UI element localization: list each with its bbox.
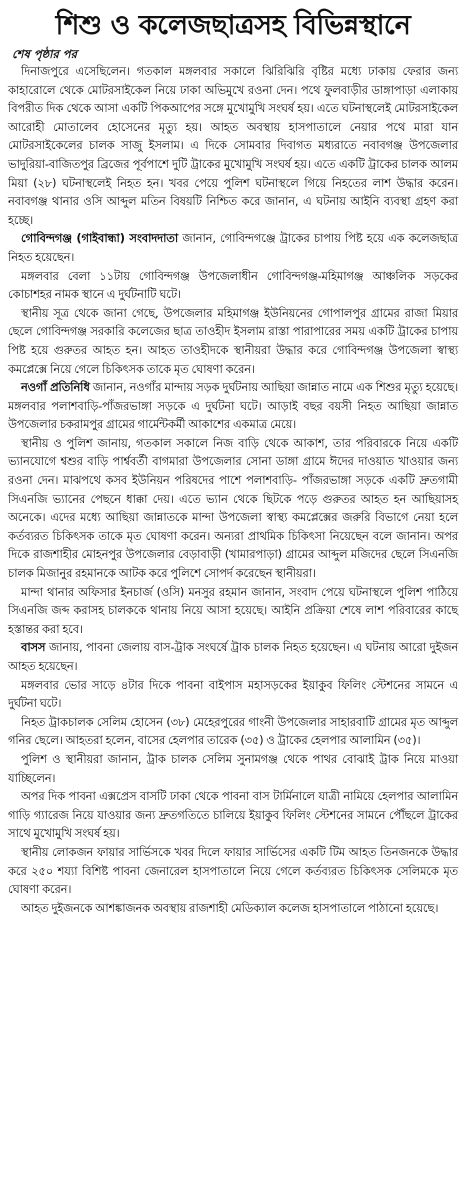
- article-paragraph: [8, 676, 458, 713]
- article-paragraph: [8, 899, 458, 918]
- headline: শিশু ও কলেজছাত্রসহ বিভিন্নস্থানে: [55, 10, 411, 41]
- paragraph-text: মান্দা থানার অফিসার ইনচার্জ (ওসি) মনসুর রহমান জানান, সংবাদ পেয়ে ঘটনাস্থলে পুলিশ পাঠিয়ে সিএনজি জব্দ করাসহ চালককে থানায় নিয়ে আসা হয়েছে। আইনি প্রক্রিয়া শেষে লাশ পরিবারের কাছে হস্তান্তর করা হবে।: [8, 584, 458, 636]
- paragraph-text: স্থানীয় সূত্র থেকে জানা গেছে, উপজেলার মহিমাগঞ্জ ইউনিয়নের গোপালপুর গ্রামের রাজা মিয়ার ছেলে গোবিন্দগঞ্জ সরকারি কলেজের ছাত্র তাওহীদ ইসলাম রাস্তা পারাপারের সময় একটি ট্রাকের চাপায় পিষ্ট হয়ে গুরুতর আহত হন। আহত তাওহীদকে স্থানীয়রা উদ্ধার করে গোবিন্দগঞ্জ উপজেলা স্বাস্থ্য কমপ্লেক্সে নিয়ে গেলে চিকিৎসক তাকে মৃত ঘোষণা করেন।: [8, 305, 458, 376]
- paragraph-text: মঙ্গলবার বেলা ১১টায় গোবিন্দগঞ্জ উপজেলাধীন গোবিন্দগঞ্জ-মহিমাগঞ্জ আঞ্চলিক সড়কের কোচাশহর নামক স্থানে এ দুর্ঘটনাটি ঘটে।: [8, 268, 458, 302]
- paragraph-text: অপর দিক পাবনা এক্সপ্রেস বাসটি ঢাকা থেকে পাবনা বাস টার্মিনালে যাত্রী নামিয়ে হেলপার আলামিন গাড়ি গ্যারেজ নিয়ে যাওয়ার জন্য দ্রুতগতিতে চালিয়ে ইয়াকুব ফিলিং স্টেশনের সামনে পৌঁছলে ট্রাকের সাথে মুখোমুখি সংঘর্ষ হয়।: [8, 789, 458, 841]
- article-paragraph: [8, 378, 458, 434]
- paragraph-text: স্থানীয় ও পুলিশ জানায়, গতকাল সকালে নিজ বাড়ি থেকে আকাশ, তার পরিবারকে নিয়ে একটি ভ্যানযোগে শ্বশুর বাড়ি পার্শ্ববর্তী বাগমারা উপজেলার সোনা ডাঙ্গা গ্রামে ঈদের দাওয়াত খাওয়ার জন্য রওনা দেন। মাঝপথে কসব ইউনিয়ন পরিষদের পাশে পলাশবাড়ি- পাঁজরভাঙ্গা সড়কে একটি দ্রুতগামী সিএনজি ভ্যানের পেছনে ধাক্কা দেয়। এতে ভ্যান থেকে ছিটকে পড়ে গুরুতর আহত হন আছিয়াসহ অনেকে। এদের মধ্যে আছিয়া জান্নাতকে মান্দা উপজেলা স্বাস্থ্য কমপ্লেক্সের জরুরি বিভাগে নেয়া হলে কর্তব্যরত চিকিৎসক তাকে মৃত ঘোষণা করেন। অন্যরা প্রাথমিক চিকিৎসা নিয়েছেন বলে জানান। অপর দিকে রাজশাহীর মোহনপুর উপজেলার বেড়াবাড়ী (খামারপাড়া) গ্রামের আব্দুল মজিদের ছেলে সিএনজি চালক মিজানুর রহমানকে আটক করে পুলিশে সোপর্দ করেছেন স্থানীয়রা।: [8, 435, 458, 581]
- article-paragraph: [8, 787, 458, 843]
- paragraph-text: মঙ্গলবার ভোর সাড়ে ৪টার দিকে পাবনা বাইপাস মহাসড়কের ইয়াকুব ফিলিং স্টেশনের সামনে এ দুর্ঘটনা ঘটে।: [8, 677, 458, 711]
- paragraph-text: নিহত ট্রাকচালক সেলিম হোসেন (৩৮) মেহেরপুরের গাংনী উপজেলার সাহারবাটি গ্রামের মৃত আব্দুল গনির ছেলে। আহতরা হলেন, বাসের হেলপার তারেক (৩৫) ও ট্রাকের হেলপার আলামিন (৩৫)।: [8, 714, 458, 748]
- article-paragraph: [8, 713, 458, 750]
- dateline-source: নওগাঁ প্রতিনিধি: [21, 380, 90, 395]
- dateline-source: বাসস: [21, 640, 46, 655]
- paragraph-text: দিনাজপুরে এসেছিলেন। গতকাল মঙ্গলবার সকালে ঝিরিঝিরি বৃষ্টির মধ্যে ঢাকায় ফেরার জন্য কাহারোলে থেকে মোটরসাইকেল নিয়ে ঢাকা অভিমুখে রওনা দেন। পথে ফুলবাড়ীর ডাঙ্গাপাড়া এলাকায় বিপরীত দিক থেকে আসা একটি পিকআপের সঙ্গে মুখোমুখি সংঘর্ষ হয়। এতে ঘটনাস্থলেই মোটরসাইকেল আরোহী মোতালেব হোসেনের মৃত্যু হয়। আহত অবস্থায় হাসপাতালে নেয়ার পথে মারা যান মোটরসাইকেলের চালক সাজু ইসলাম। এ দিকে সোমবার দিবাগত মধ্যরাতে নবাবগঞ্জ উপজেলার ভাদুরিয়া-বাজিতপুর ব্রিজের পূর্বপাশে দুটি ট্রাকের মুখোমুখি সংঘর্ষ হয়। এতে একটি ট্রাকের চালক আলম মিয়া (২৮) ঘটনাস্থলেই নিহত হন। খবর পেয়ে পুলিশ ঘটনাস্থলে গিয়ে নিহতের লাশ উদ্ধার করেন। নবাবগঞ্জ থানার ওসি আব্দুল মতিন বিষয়টি নিশ্চিত করে জানান, এ ঘটনায় আইনি ব্যবস্থা গ্রহণ করা হচ্ছে।: [8, 64, 458, 227]
- article-paragraph: [8, 267, 458, 304]
- paragraph-text: জানায়, পাবনা জেলায় বাস-ট্রাক সংঘর্ষে ট্রাক চালক নিহত হয়েছেন। এ ঘটনায় আরো দুইজন আহত হয়েছেন।: [8, 640, 458, 673]
- article-paragraph: [8, 62, 458, 229]
- article-paragraph: [8, 750, 458, 787]
- paragraph-text: জানান, নওগাঁর মান্দায় সড়ক দুর্ঘটনায় আছিয়া জান্নাত নামে এক শিশুর মৃত্যু হয়েছে। মঙ্গলবার পলাশবাড়ি-পাঁজরভাঙ্গা সড়কে এ দুর্ঘটনা ঘটে। আড়াই বছর বয়সী নিহত আছিয়া জান্নাত উপজেলার চকরামপুর গ্রামের গার্মেন্টকর্মী আকাশের একমাত্র মেয়ে।: [8, 380, 458, 432]
- article-paragraph: [8, 229, 458, 266]
- article-paragraph: [8, 843, 458, 899]
- continued-from-label: শেষ পৃষ্ঠার পর: [12, 47, 77, 61]
- article-paragraph: [8, 434, 458, 583]
- article-paragraph: [8, 638, 458, 675]
- paragraph-text: পুলিশ ও স্থানীয়রা জানান, ট্রাক চালক সেলিম সুনামগঞ্জ থেকে পাথর বোঝাই ট্রাক নিয়ে মাওয়া যাচ্ছিলেন।: [8, 751, 458, 785]
- paragraph-text: জানান, গোবিন্দগঞ্জে ট্রাকের চাপায় পিষ্ট হয়ে এক কলেজছাত্র নিহত হয়েছেন।: [8, 231, 458, 264]
- article-paragraph: [8, 304, 458, 378]
- dateline-source: গোবিন্দগঞ্জ (গাইবান্ধা) সংবাদদাতা: [21, 231, 179, 246]
- article-body: [8, 62, 458, 917]
- paragraph-text: আহত দুইজনকে আশঙ্কাজনক অবস্থায় রাজশাহী মেডিক্যাল কলেজ হাসপাতালে পাঠানো হয়েছে।: [21, 900, 439, 915]
- article-paragraph: [8, 583, 458, 639]
- paragraph-text: স্থানীয় লোকজন ফায়ার সার্ভিসকে খবর দিলে ফায়ার সার্ভিসের একটি টিম আহত তিনজনকে উদ্ধার করে ২৫০ শয্যা বিশিষ্ট পাবনা জেনারেল হাসপাতালে নিয়ে গেলে কর্তব্যরত চিকিৎসক সেলিমকে মৃত ঘোষণা করেন।: [8, 844, 458, 897]
